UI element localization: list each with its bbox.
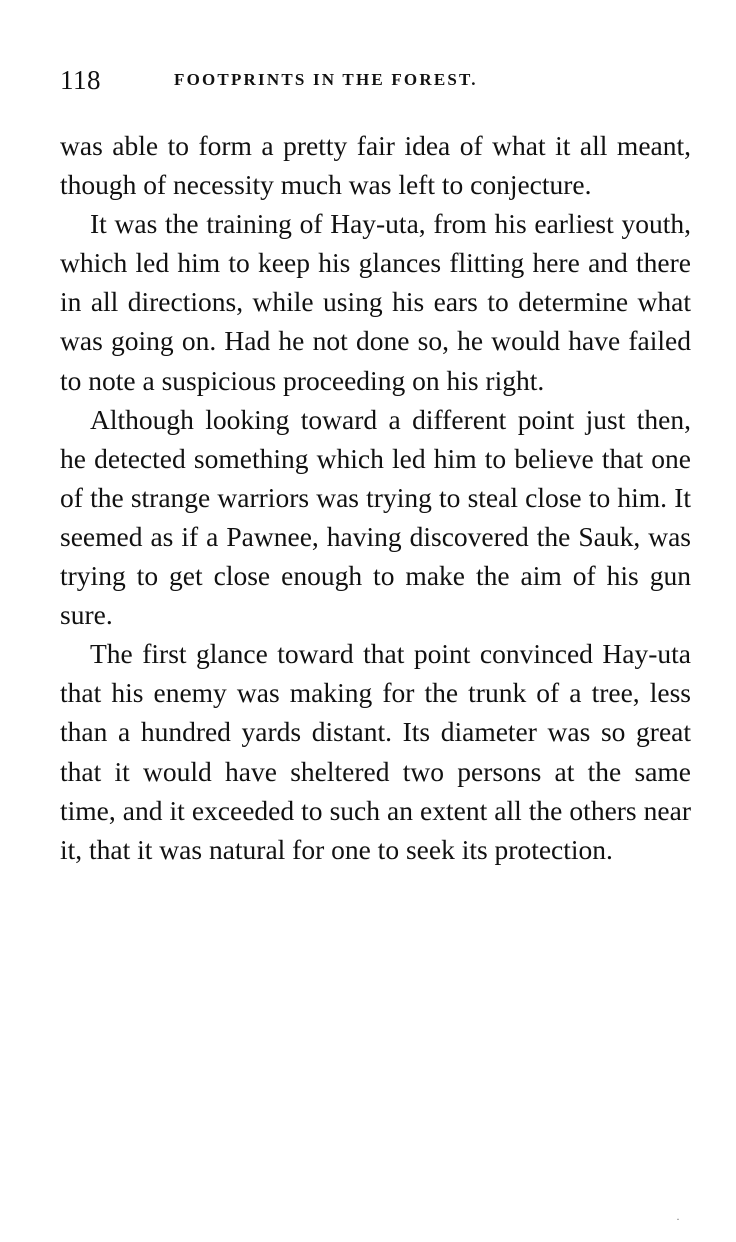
body-text [60, 126, 691, 869]
page-number: 118 [60, 65, 101, 95]
paragraph: Although looking toward a different point just then, he detected something which led him to believe that one of the strange warriors was trying to steal close to him. It seemed as if a Pawnee, having discovered the Sauk, was trying to get close enough to make the aim of his gun sure. [60, 403, 691, 631]
page-header [60, 60, 700, 100]
print-speck: · [676, 1212, 680, 1226]
running-head: FOOTPRINTS IN THE FOREST. [174, 70, 478, 89]
paragraph-continued: was able to form a pretty fair idea of what it all meant, though of necessity much was left to conjecture. [60, 130, 691, 201]
paragraph: The first glance toward that point convinced Hay-uta that his enemy was making for the trunk of a tree, less than a hundred yards distant. Its diameter was so great that it would have sheltered two persons at the same time, and it exceeded to such an extent all the others near it, that it was natural for one to seek its protection. [60, 638, 691, 865]
paragraph: It was the training of Hay-uta, from his earliest youth, which led him to keep his glances flitting here and there in all directions, while using his ears to determine what was going on. Had he not done so, he would have failed to note a suspicious proceeding on his right. [60, 208, 691, 396]
